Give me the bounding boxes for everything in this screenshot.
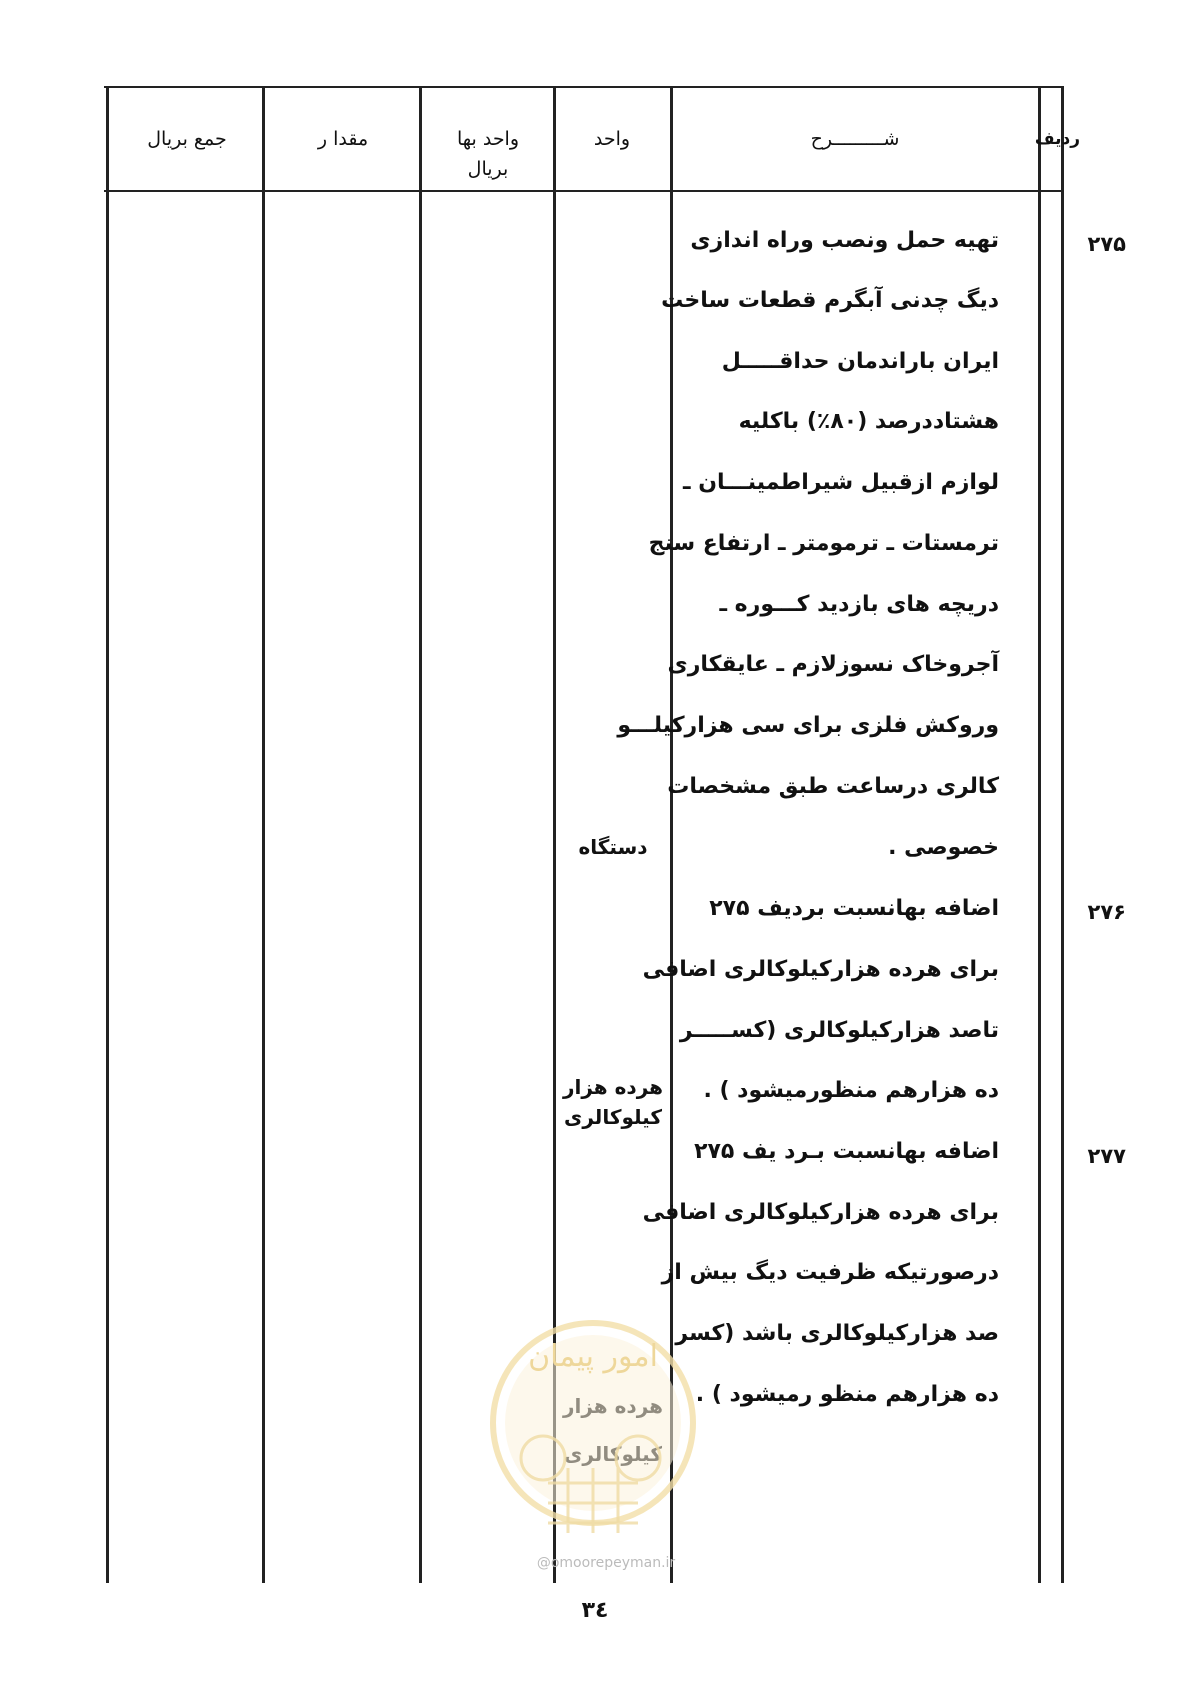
row-number: ۲۷۷ (1087, 1144, 1126, 1168)
description-line: دیگ چدنی آبگرم قطعات ساخت (661, 288, 999, 313)
description-line: هشتاددرصد (۸۰٪) باکلیه (738, 409, 999, 434)
watermark-seal-icon (488, 1318, 698, 1548)
description-line: ده هزارهم منظو رمیشود ) . (695, 1382, 999, 1407)
row-number: ۲۷۵ (1087, 232, 1126, 256)
description-line: اضافه بهانسبت بـرد یف ۲۷۵ (694, 1139, 999, 1164)
column-divider (1038, 86, 1041, 1583)
description-line: صد هزارکیلوکالری باشد (کسر (675, 1321, 999, 1346)
unit-cell: هرده هزار کیلوکالری (562, 1075, 664, 1129)
description-line: دریچه های بازدید کـــوره ـ (719, 592, 999, 617)
header-quantity: مقدا ر (317, 128, 369, 150)
description-line: کالری درساعت طبق مشخصات (667, 774, 999, 799)
description-line: ترمستات ـ ترمومتر ـ ارتفاع سنج (648, 531, 999, 556)
column-divider (106, 86, 109, 1583)
description-line: برای هرده هزارکیلوکالری اضافی (642, 1200, 999, 1225)
description-line: لوازم ازقبیل شیراطمینـــان ـ (683, 470, 999, 495)
description-line: ده هزارهم منظورمیشود ) . (703, 1078, 999, 1103)
column-divider (1061, 86, 1064, 1583)
header-bottom-border (104, 190, 1064, 192)
description-line: برای هرده هزارکیلوکالری اضافی (642, 957, 999, 982)
description-line: تاصد هزارکیلوکالری (کســـــر (679, 1018, 999, 1043)
header-description: شـــــــــرح (810, 128, 900, 150)
page-number: ۳٤ (581, 1598, 609, 1623)
unit-cell: دستگاه (578, 835, 648, 859)
watermark-site-text: @omoorepeyman.ir (536, 1555, 676, 1571)
header-total: جمع بریال (147, 128, 227, 150)
row-number: ۲۷۶ (1087, 900, 1126, 924)
header-row: ردیف (1034, 129, 1080, 149)
description-line: درصورتیکه ظرفیت دیگ بیش از (661, 1260, 999, 1285)
svg-text:امور پیمان: امور پیمان (528, 1339, 658, 1374)
description-line: وروکش فلزی برای سی هزارکیلـــو (617, 713, 999, 738)
description-line: آجروخاک نسوزلازم ـ عایقکاری (667, 652, 999, 677)
description-line: ایران باراندمان حداقـــــل (721, 349, 999, 374)
description-line: تهیه حمل ونصب وراه اندازی (690, 228, 999, 253)
description-line: اضافه بهانسبت بردیف ۲۷۵ (709, 896, 999, 921)
header-unit: واحد (593, 128, 631, 150)
column-divider (262, 86, 265, 1583)
table-top-border (104, 86, 1064, 88)
column-divider (419, 86, 422, 1583)
description-line: خصوصی . (888, 835, 999, 860)
header-unit-price: واحد بها بریال (456, 128, 520, 180)
